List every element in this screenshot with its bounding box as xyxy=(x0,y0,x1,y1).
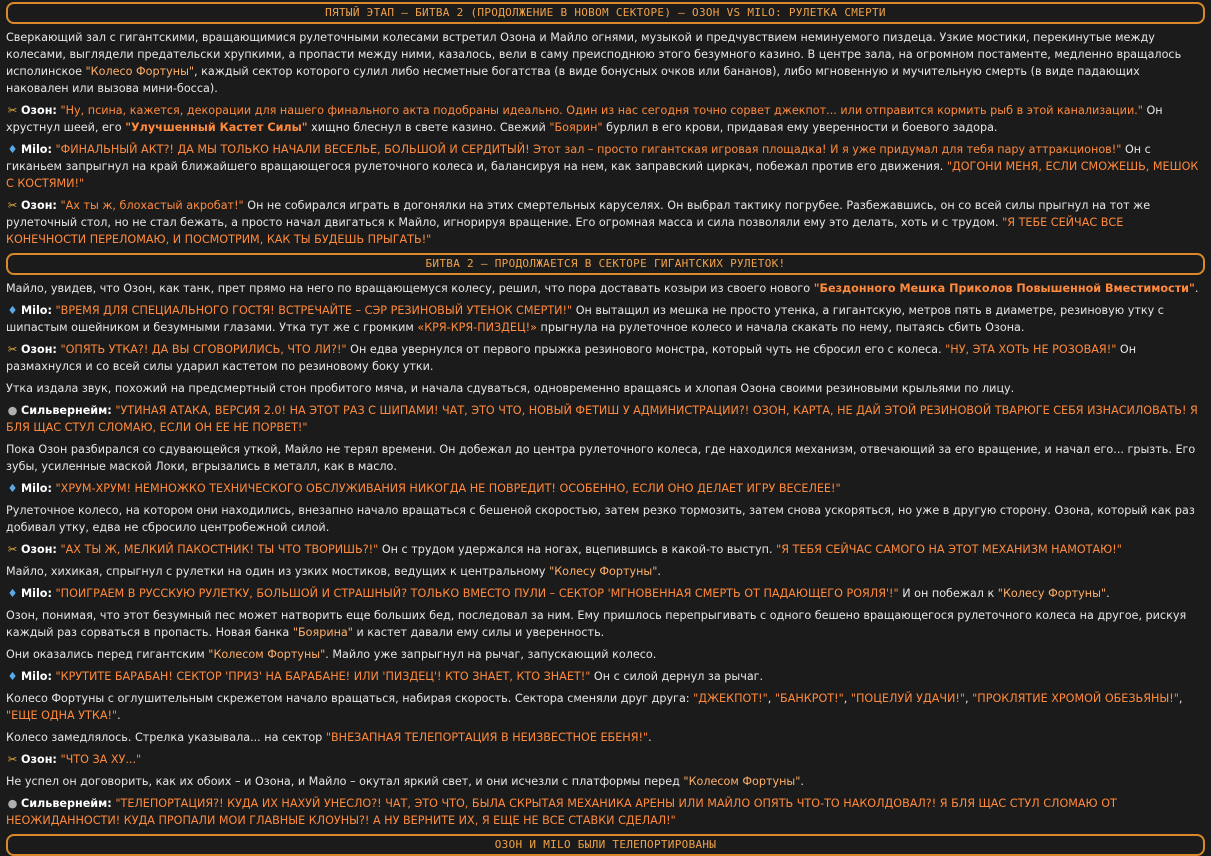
flexed-biceps-icon: ✂ xyxy=(7,104,18,117)
milo-avatar-icon: ♦ xyxy=(7,304,18,317)
silvername-message: ● Сильвернейм: "ТЕЛЕПОРТАЦИЯ?! КУДА ИХ НАХУЙ УНЕСЛО?! ЧАТ, ЭТО ЧТО, БЫЛА СКРЫТАЯ МЕХАНИКА АРЕНЫ ИЛИ МАЙЛО ОПЯТЬ ЧТО-ТО НАКОЛДОВАЛ?! Я БЛЯ ЩАС СТУЛ СЛОМАЮ ОТ НЕОЖИДАННОСТИ! КУДА ПРОПАЛИ МОИ ГЛАВНЫЕ КЛОУНЫ?! А НУ ВЕРНИТЕ ИХ, Я ЕЩЕ НЕ ВСЕ СТАВКИ СДЕЛАЛ!" xyxy=(6,797,1117,827)
silvername-message: ● Сильвернейм: "УТИНАЯ АТАКА, ВЕРСИЯ 2.0! НА ЭТОТ РАЗ С ШИПАМИ! ЧАТ, ЭТО ЧТО, НОВЫЙ ФЕТИШ У АДМИНИСТРАЦИИ?! ОЗОН, КАРТА, НЕ ДАЙ ЭТОЙ РЕЗИНОВОЙ ТВАРЮГЕ СЕБЯ ИЗНАСИЛОВАТЬ! Я БЛЯ ЩАС СТУЛ СЛОМАЮ, ЕСЛИ ОН ЕЕ НЕ ПОРВЕТ!" xyxy=(6,404,1198,434)
ozon-message: ✂ Озон: "Ах ты ж, блохастый акробат!" Он не собирался играть в догонялки на этих смертельных каруселях. Он выбрал тактику погрубее. Разбежавшись, он со всей силы прыгнул на тот же рулеточный стол, но не стал бежать, а просто начал двигаться к Майло, игнорируя вращение. Его огромная масса и сила позволяли ему это делать, хоть и с трудом. "Я ТЕБЕ СЕЙЧАС ВСЕ КОНЕЧНОСТИ ПЕРЕЛОМАЮ, И ПОСМОТРИМ, КАК ТЫ БУДЕШЬ ПРЫГАТЬ!" xyxy=(6,199,1151,246)
commentator-icon: ● xyxy=(7,797,18,810)
ozon-message: ✂ Озон: "АХ ТЫ Ж, МЕЛКИЙ ПАКОСТНИК! ТЫ ЧТО ТВОРИШЬ?!" Он с трудом удержался на ногах, вцепившись в какой-то выступ. "Я ТЕБЯ СЕЙЧАС САМОГО НА ЭТОТ МЕХАНИЗМ НАМОТАЮ!" xyxy=(7,543,1122,556)
narration-paragraph: Не успел он договорить, как их обоих – и Озона, и Майло – окутал яркий свет, и они исчезли с платформы перед "Колесом Фортуны". xyxy=(6,775,804,788)
section-banner-stage5: ПЯТЫЙ ЭТАП – БИТВА 2 (ПРОДОЛЖЕНИЕ В НОВОМ СЕКТОРЕ) – ОЗОН VS MILO: РУЛЕТКА СМЕРТИ xyxy=(6,2,1205,24)
milo-message: ♦ Milo: "ХРУМ-ХРУМ! НЕМНОЖКО ТЕХНИЧЕСКОГО ОБСЛУЖИВАНИЯ НИКОГДА НЕ ПОВРЕДИТ! ОСОБЕННО, ЕСЛИ ОНО ДЕЛАЕТ ИГРУ ВЕСЕЛЕЕ!" xyxy=(7,482,841,495)
milo-avatar-icon: ♦ xyxy=(7,587,18,600)
milo-avatar-icon: ♦ xyxy=(7,143,18,156)
commentator-icon: ● xyxy=(7,404,18,417)
narration-paragraph: Рулеточное колесо, на котором они находились, внезапно начало вращаться с бешеной скоростью, затем резко тормозить, затем снова ускоряться, но уже в другую сторону. Озона, который как раз добивал утку, едва не сбросило центробежной силой. xyxy=(6,504,1195,534)
narration-paragraph: Майло, хихикая, спрыгнул с рулетки на один из узких мостиков, ведущих к центральному "Колесу Фортуны". xyxy=(6,565,661,578)
narration-paragraph: Озон, понимая, что этот безумный пес может натворить еще больших бед, последовал за ним. Ему пришлось перепрыгивать с одного бешено вращающегося рулеточного колеса на другое, рискуя каждый раз сорваться в пропасть. Новая банка "Боярина" и кастет давали ему силы и уверенность. xyxy=(6,609,1187,639)
milo-message: ♦ Milo: "ВРЕМЯ ДЛЯ СПЕЦИАЛЬНОГО ГОСТЯ! ВСТРЕЧАЙТЕ – СЭР РЕЗИНОВЫЙ УТЕНОК СМЕРТИ!" Он вытащил из мешка не просто утенка, а гигантскую, метров пять в диаметре, резиновую утку с шипастым ошейником и безумными глазами. Утка тут же с громким «КРЯ-КРЯ-ПИЗДЕЦ!» прыгнула на рулеточное колесо и начала скакать по нему, пытаясь сбить Озона. xyxy=(6,304,1164,334)
flexed-biceps-icon: ✂ xyxy=(7,543,18,556)
milo-avatar-icon: ♦ xyxy=(7,670,18,683)
section-banner-teleported: ОЗОН И MILO БЫЛИ ТЕЛЕПОРТИРОВАНЫ xyxy=(6,834,1205,856)
narration-paragraph: Утка издала звук, похожий на предсмертный стон пробитого мяча, и начала сдуваться, одновременно вращаясь и хлопая Озона своими резиновыми крыльями по лицу. xyxy=(6,382,1015,395)
narration-paragraph: Майло, увидев, что Озон, как танк, прет прямо на него по вращающемуся колесу, решил, что пора доставать козыри из своего нового "Бездонного Мешка Приколов Повышенной Вместимости". xyxy=(6,282,1199,295)
narration-paragraph: Пока Озон разбирался со сдувающейся уткой, Майло не терял времени. Он добежал до центра рулеточного колеса, где находился механизм, отвечающий за его вращение, и начал его... грызть. Его зубы, усиленные маской Локи, вгрызались в металл, как в масло. xyxy=(6,443,1196,473)
milo-message: ♦ Milo: "ПОИГРАЕМ В РУССКУЮ РУЛЕТКУ, БОЛЬШОЙ И СТРАШНЫЙ? ТОЛЬКО ВМЕСТО ПУЛИ – СЕКТОР 'МГНОВЕННАЯ СМЕРТЬ ОТ ПАДАЮЩЕГО РОЯЛЯ'!" И он побежал к "Колесу Фортуны". xyxy=(7,587,1110,600)
milo-message: ♦ Milo: "КРУТИТЕ БАРАБАН! СЕКТОР 'ПРИЗ' НА БАРАБАНЕ! ИЛИ 'ПИЗДЕЦ'! КТО ЗНАЕТ, КТО ЗНАЕТ!" Он с силой дернул за рычаг. xyxy=(7,670,764,683)
flexed-biceps-icon: ✂ xyxy=(7,343,18,356)
flexed-biceps-icon: ✂ xyxy=(7,199,18,212)
narration-paragraph: Колесо Фортуны с оглушительным скрежетом начало вращаться, набирая скорость. Сектора сменяли друг друга: "ДЖЕКПОТ!", "БАНКРОТ!", "ПОЦЕЛУЙ УДАЧИ!", "ПРОКЛЯТИЕ ХРОМОЙ ОБЕЗЬЯНЫ!", "ЕЩЕ ОДНА УТКА!". xyxy=(6,692,1183,722)
milo-message: ♦ Milo: "ФИНАЛЬНЫЙ АКТ?! ДА МЫ ТОЛЬКО НАЧАЛИ ВЕСЕЛЬЕ, БОЛЬШОЙ И СЕРДИТЫЙ! Этот зал – просто гигантская игровая площадка! И я уже придумал для тебя пару аттракционов!" Он с гиканьем запрыгнул на край ближайшего вращающегося рулеточного колеса и, балансируя на нем, как заправский циркач, побежал против его движения. "ДОГОНИ МЕНЯ, ЕСЛИ СМОЖЕШЬ, МЕШОК С КОСТЯМИ!" xyxy=(6,143,1199,190)
ozon-message: ✂ Озон: "Ну, псина, кажется, декорации для нашего финального акта подобраны идеально. Один из нас сегодня точно сорвет джекпот... или отправится кормить рыб в этой канализации." Он хрустнул шеей, его "Улучшенный Кастет Силы" хищно блеснул в свете казино. Свежий "Боярин" бурлил в его крови, придавая ему уверенности и боевого задора. xyxy=(6,104,1163,134)
narration-paragraph: Они оказались перед гигантским "Колесом Фортуны". Майло уже запрыгнул на рычаг, запускающий колесо. xyxy=(6,648,657,661)
section-banner-battle2: БИТВА 2 – ПРОДОЛЖАЕТСЯ В СЕКТОРЕ ГИГАНТСКИХ РУЛЕТОК! xyxy=(6,253,1205,275)
flexed-biceps-icon: ✂ xyxy=(7,753,18,766)
ozon-message: ✂ Озон: "ЧТО ЗА ХУ..." xyxy=(7,753,142,766)
milo-avatar-icon: ♦ xyxy=(7,482,18,495)
narration-paragraph: Сверкающий зал с гигантскими, вращающимися рулеточными колесами встретил Озона и Майло огнями, музыкой и предчувствием неминуемого пиздеца. Узкие мостики, перекинутые между колесами, выглядели предательски хрупкими, а пропасти между ними, казалось, вели в саму преисподнюю этого безумного казино. В центре зала, на огромном постаменте, медленно вращалось исполинское "Колесо Фортуны", каждый сектор которого сулил либо несметные богатства (в виде бонусных очков или бананов), либо мгновенную и мучительную смерть (в виде падающих наковален или вызова мини-босса). xyxy=(6,31,1182,95)
ozon-message: ✂ Озон: "ОПЯТЬ УТКА?! ДА ВЫ СГОВОРИЛИСЬ, ЧТО ЛИ?!" Он едва увернулся от первого прыжка резинового монстра, который чуть не сбросил его с колеса. "НУ, ЭТА ХОТЬ НЕ РОЗОВАЯ!" Он размахнулся и со всей силы ударил кастетом по резиновому боку утки. xyxy=(6,343,1137,373)
narration-paragraph: Колесо замедлялось. Стрелка указывала... на сектор "ВНЕЗАПНАЯ ТЕЛЕПОРТАЦИЯ В НЕИЗВЕСТНОЕ ЕБЕНЯ!". xyxy=(6,731,652,744)
